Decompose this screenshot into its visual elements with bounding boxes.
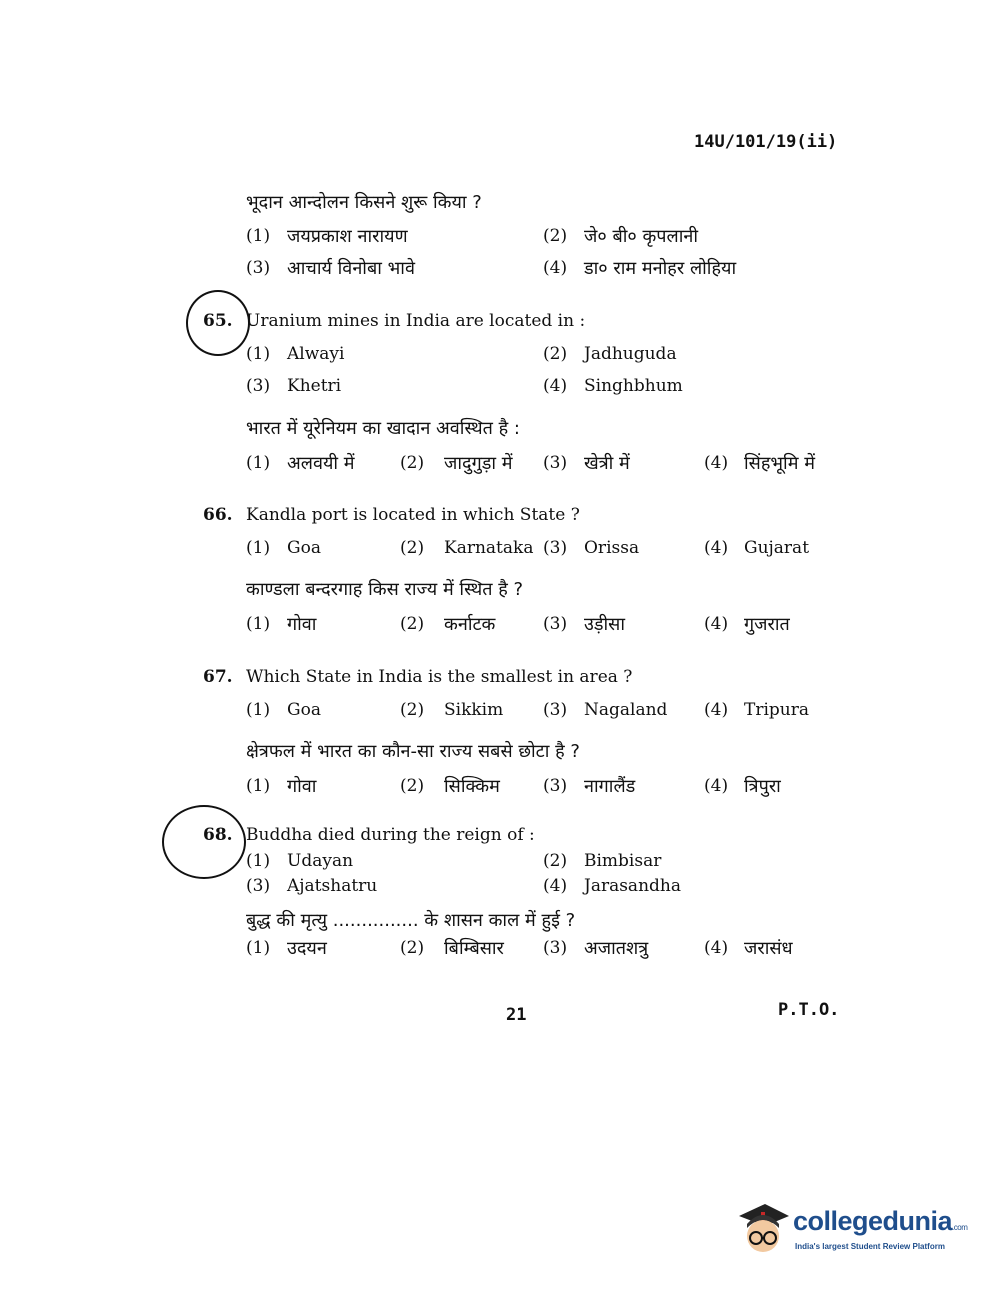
q66-opt1-num: (1)	[246, 538, 271, 558]
q67-opt4-num: (4)	[704, 700, 729, 720]
q68-hi-opt1-num: (1)	[246, 938, 271, 958]
q66-question-english: Kandla port is located in which State ?	[246, 505, 580, 525]
q68-hi-opt4-num: (4)	[704, 938, 729, 958]
q67-question-hindi: क्षेत्रफल में भारत का कौन-सा राज्य सबसे छोटा है ?	[246, 741, 580, 762]
q64-opt3-num: (3)	[246, 258, 271, 278]
q68-opt1: Udayan	[287, 851, 354, 871]
q66-hi-opt3-num: (3)	[543, 614, 568, 634]
q68-question-hindi: बुद्ध की मृत्यु ............... के शासन काल में हुई ?	[246, 910, 576, 931]
q67-question-english: Which State in India is the smallest in area ?	[246, 667, 633, 687]
q66-opt4: Gujarat	[744, 538, 810, 558]
q66-opt2: Karnataka	[444, 538, 534, 558]
q64-opt4-num: (4)	[543, 258, 568, 278]
q67-opt4: Tripura	[744, 700, 809, 720]
q65-number: 65.	[203, 311, 233, 331]
q66-opt3-num: (3)	[543, 538, 568, 558]
q65-hi-opt1-num: (1)	[246, 453, 271, 473]
q68-hi-opt2-num: (2)	[400, 938, 425, 958]
q66-opt2-num: (2)	[400, 538, 425, 558]
q68-number: 68.	[203, 825, 233, 845]
paper-code: 14U/101/19(ii)	[694, 132, 838, 152]
q65-opt2-num: (2)	[543, 344, 568, 364]
q66-opt3: Orissa	[584, 538, 640, 558]
q65-opt4-num: (4)	[543, 376, 568, 396]
brand-suffix: .com	[952, 1223, 968, 1232]
q66-hi-opt2: कर्नाटक	[444, 614, 496, 635]
q68-opt2: Bimbisar	[584, 851, 662, 871]
q66-hi-opt4-num: (4)	[704, 614, 729, 634]
page-number: 21	[506, 1005, 527, 1025]
q67-opt1: Goa	[287, 700, 321, 720]
brand-name: collegedunia.com	[793, 1206, 968, 1236]
q67-opt2: Sikkim	[444, 700, 504, 720]
q68-opt4: Jarasandha	[584, 876, 681, 896]
q66-hi-opt4: गुजरात	[744, 614, 790, 635]
q68-hi-opt3: अजातशत्रु	[584, 938, 649, 959]
q67-number: 67.	[203, 667, 233, 687]
q68-hi-opt3-num: (3)	[543, 938, 568, 958]
q64-question-hindi: भूदान आन्दोलन किसने शुरू किया ?	[246, 192, 482, 213]
q68-opt4-num: (4)	[543, 876, 568, 896]
q65-opt1: Alwayi	[287, 344, 345, 364]
q65-hi-opt4: सिंहभूमि में	[744, 453, 815, 474]
q65-hi-opt2-num: (2)	[400, 453, 425, 473]
q68-hi-opt1: उदयन	[287, 938, 327, 959]
q67-hi-opt4-num: (4)	[704, 776, 729, 796]
q67-hi-opt3-num: (3)	[543, 776, 568, 796]
q65-opt2: Jadhuguda	[584, 344, 677, 364]
q68-hi-opt2: बिम्बिसार	[444, 938, 504, 959]
q68-opt3: Ajatshatru	[287, 876, 378, 896]
q67-hi-opt1-num: (1)	[246, 776, 271, 796]
q66-hi-opt3: उड़ीसा	[584, 614, 625, 635]
q65-question-hindi: भारत में यूरेनियम का खादान अवस्थित है :	[246, 418, 520, 439]
pto-label: P.T.O.	[778, 1000, 840, 1020]
q67-opt3: Nagaland	[584, 700, 668, 720]
q67-hi-opt2: सिक्किम	[444, 776, 500, 797]
q64-opt1-num: (1)	[246, 226, 271, 246]
q68-hi-opt4: जरासंध	[744, 938, 793, 959]
q67-opt3-num: (3)	[543, 700, 568, 720]
q66-opt1: Goa	[287, 538, 321, 558]
q64-opt2: जे० बी० कृपलानी	[584, 226, 699, 247]
q66-number: 66.	[203, 505, 233, 525]
mascot-icon	[735, 1198, 791, 1258]
q67-hi-opt3: नागालैंड	[584, 776, 636, 797]
q66-hi-opt1-num: (1)	[246, 614, 271, 634]
q64-opt4: डा० राम मनोहर लोहिया	[584, 258, 737, 279]
q66-question-hindi: काण्डला बन्दरगाह किस राज्य में स्थित है ?	[246, 579, 524, 600]
q66-hi-opt1: गोवा	[287, 614, 317, 635]
q68-question-english: Buddha died during the reign of :	[246, 825, 535, 845]
q65-opt1-num: (1)	[246, 344, 271, 364]
q64-opt2-num: (2)	[543, 226, 568, 246]
q68-opt3-num: (3)	[246, 876, 271, 896]
q67-hi-opt4: त्रिपुरा	[744, 776, 781, 797]
q65-hi-opt3-num: (3)	[543, 453, 568, 473]
q67-opt1-num: (1)	[246, 700, 271, 720]
brand-tagline: India's largest Student Review Platform	[795, 1242, 945, 1251]
q66-hi-opt2-num: (2)	[400, 614, 425, 634]
q67-hi-opt1: गोवा	[287, 776, 317, 797]
q65-hi-opt3: खेत्री में	[584, 453, 630, 474]
q65-hi-opt2: जादुगुड़ा में	[444, 453, 513, 474]
q68-opt2-num: (2)	[543, 851, 568, 871]
q65-question-english: Uranium mines in India are located in :	[246, 311, 586, 331]
q66-opt4-num: (4)	[704, 538, 729, 558]
q65-hi-opt4-num: (4)	[704, 453, 729, 473]
q65-opt3-num: (3)	[246, 376, 271, 396]
q65-opt4: Singhbhum	[584, 376, 683, 396]
q68-opt1-num: (1)	[246, 851, 271, 871]
q65-opt3: Khetri	[287, 376, 342, 396]
q67-hi-opt2-num: (2)	[400, 776, 425, 796]
q64-opt3: आचार्य विनोबा भावे	[287, 258, 415, 279]
q64-opt1: जयप्रकाश नारायण	[287, 226, 408, 247]
q65-hi-opt1: अलवयी में	[287, 453, 355, 474]
q67-opt2-num: (2)	[400, 700, 425, 720]
collegedunia-watermark	[735, 1198, 968, 1258]
